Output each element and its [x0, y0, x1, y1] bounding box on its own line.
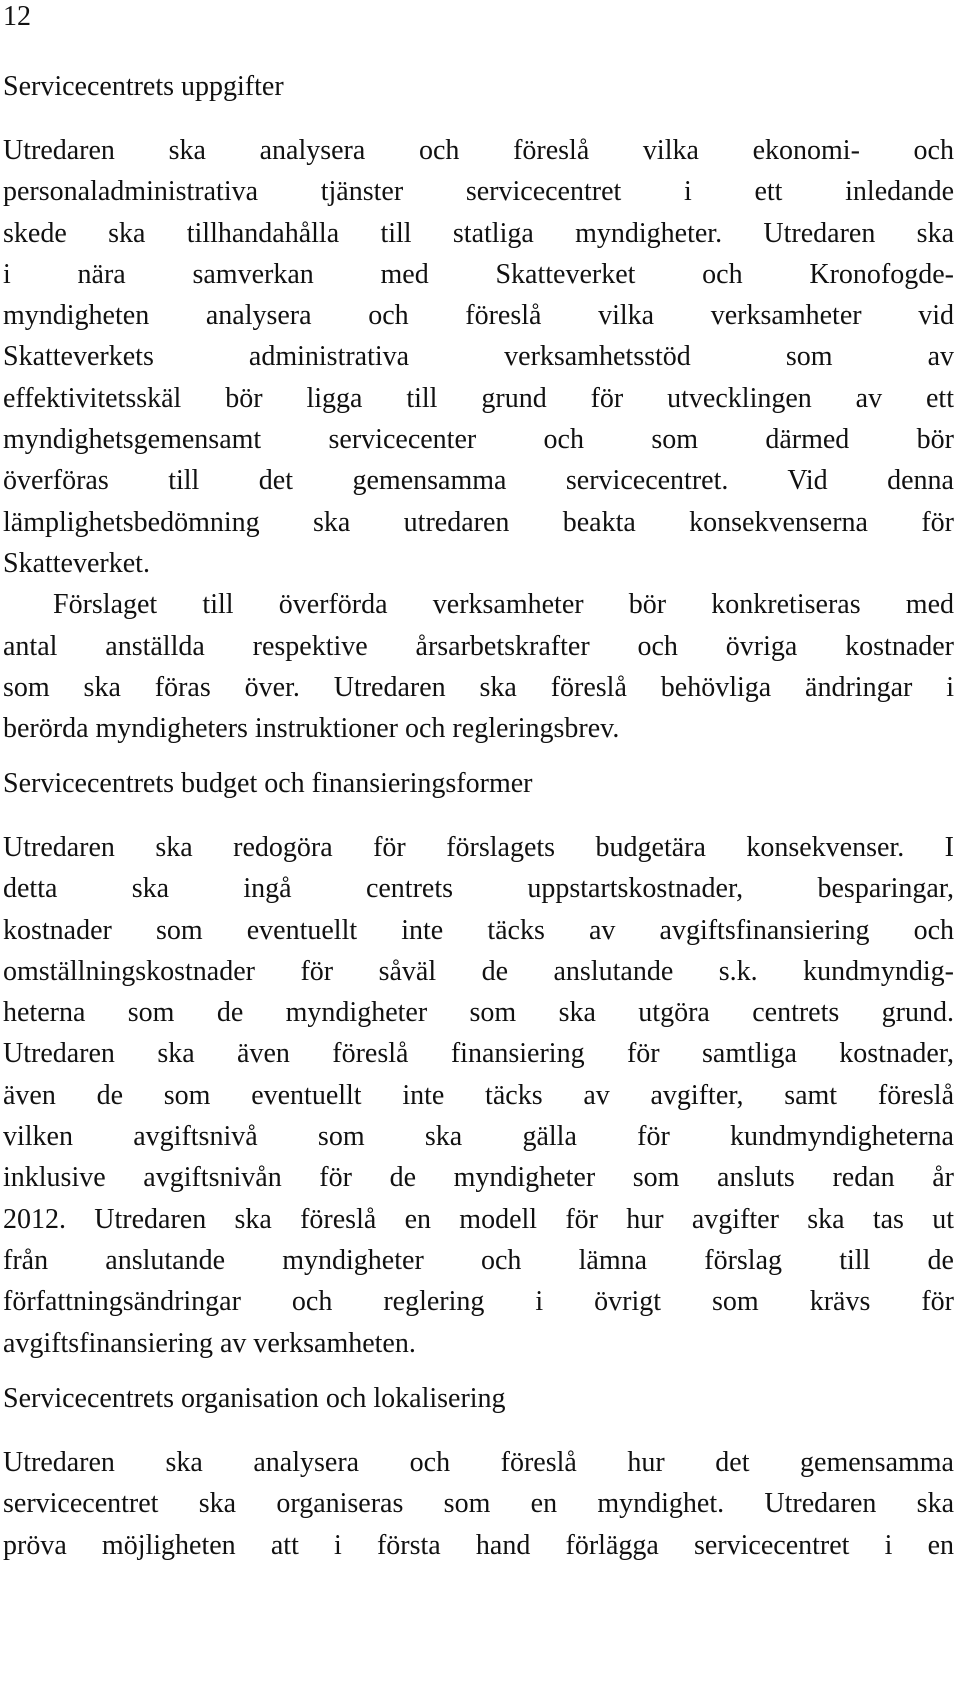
- text-line: servicecentret ska organiseras som en myndighet. Utredaren ska: [3, 1488, 954, 1520]
- text-line: myndighetsgemensamt servicecenter och som därmed bör: [3, 424, 954, 456]
- section-body-uppgifter: [3, 130, 954, 749]
- text-line: från anslutande myndigheter och lämna förslag till de: [3, 1244, 954, 1276]
- text-line: som ska föras över. Utredaren ska föreslå behövliga ändringar i: [3, 671, 954, 703]
- page-number: 12: [3, 1, 31, 32]
- section-heading-uppgifter: Servicecentrets uppgifter: [3, 71, 284, 102]
- section-body-organisation: [3, 1442, 954, 1566]
- text-line: Utredaren ska även föreslå finansiering för samtliga kostnader,: [3, 1038, 954, 1070]
- text-line: pröva möjligheten att i första hand förlägga servicecentret i en: [3, 1529, 954, 1561]
- text-line: antal anställda respektive årsarbetskrafter och övriga kostnader: [3, 630, 954, 662]
- text-line: avgiftsfinansiering av verksamheten.: [3, 1327, 416, 1359]
- text-line: Utredaren ska analysera och föreslå vilka ekonomi- och: [3, 135, 954, 166]
- text-line: även de som eventuellt inte täcks av avgifter, samt föreslå: [3, 1079, 954, 1111]
- text-line: vilken avgiftsnivå som ska gälla för kundmyndigheterna: [3, 1121, 954, 1153]
- text-line: författningsändringar och reglering i övrigt som krävs för: [3, 1286, 954, 1318]
- section-heading-budget: Servicecentrets budget och finansieringsformer: [3, 768, 533, 799]
- text-line: 2012. Utredaren ska föreslå en modell för hur avgifter ska tas ut: [3, 1203, 954, 1235]
- text-line: lämplighetsbedömning ska utredaren beakta konsekvenserna för: [3, 506, 954, 538]
- text-line: personaladministrativa tjänster servicecentret i ett inledande: [3, 176, 954, 208]
- text-line: myndigheten analysera och föreslå vilka verksamheter vid: [3, 300, 954, 332]
- text-line: Skatteverket.: [3, 547, 150, 579]
- section-body-budget: [3, 827, 954, 1364]
- text-line: berörda myndigheters instruktioner och regleringsbrev.: [3, 713, 620, 745]
- text-line: överföras till det gemensamma servicecentret. Vid denna: [3, 465, 954, 497]
- text-line: Utredaren ska analysera och föreslå hur det gemensamma: [3, 1447, 954, 1478]
- text-line: Utredaren ska redogöra för förslagets budgetära konsekvenser. I: [3, 832, 954, 863]
- text-line: Förslaget till överförda verksamheter bör konkretiseras med: [53, 589, 954, 621]
- text-line: effektivitetsskäl bör ligga till grund för utvecklingen av ett: [3, 382, 954, 414]
- text-line: detta ska ingå centrets uppstartskostnader, besparingar,: [3, 873, 954, 905]
- text-line: Skatteverkets administrativa verksamhetsstöd som av: [3, 341, 954, 373]
- text-line: omställningskostnader för såväl de anslutande s.k. kundmyndig-: [3, 955, 954, 987]
- text-line: inklusive avgiftsnivån för de myndigheter som ansluts redan år: [3, 1162, 954, 1194]
- text-line: i nära samverkan med Skatteverket och Kronofogde-: [3, 258, 954, 290]
- text-line: skede ska tillhandahålla till statliga myndigheter. Utredaren ska: [3, 217, 954, 249]
- text-line: kostnader som eventuellt inte täcks av avgiftsfinansiering och: [3, 914, 954, 946]
- section-heading-organisation: Servicecentrets organisation och lokalisering: [3, 1383, 506, 1414]
- text-line: heterna som de myndigheter som ska utgöra centrets grund.: [3, 997, 954, 1029]
